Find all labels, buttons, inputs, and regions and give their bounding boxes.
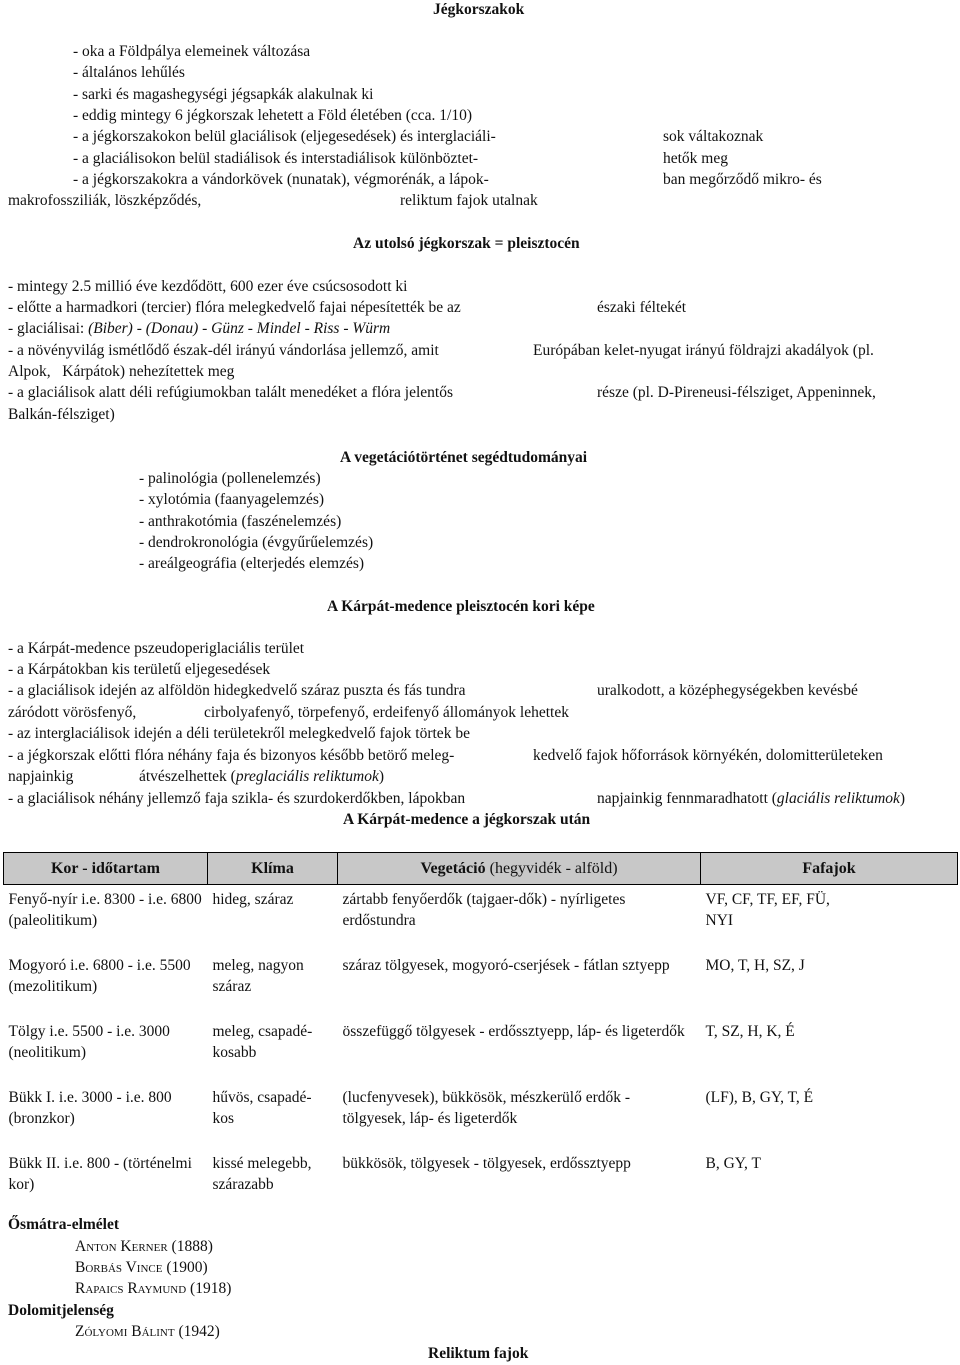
pleistocene-line-fragment: Európában kelet-nyugat irányú földrajzi akadályok (pl. (533, 342, 874, 359)
carpathian-line: záródott vörösfenyő, (8, 704, 137, 721)
vegetation-cell: (lucfenyvesek), bükkösök, mészkerülő erdők - tölgyesek, láp- és ligeterdők (342, 1089, 631, 1127)
text-fragment: ) (378, 768, 385, 785)
relict-species-heading: Reliktum fajok (428, 1345, 529, 1362)
author-line: Borbás Vince (1900) (75, 1259, 208, 1276)
table-row (4, 1017, 958, 1083)
carpathian-line-fragment (597, 789, 905, 809)
intro-line: makrofossziliák, löszképződés, (8, 192, 202, 209)
period-cell: Mogyoró i.e. 6800 - i.e. 5500 (mezolitikum) (8, 957, 191, 995)
column-header-tree-species: Fafajok (701, 853, 958, 885)
post-ice-age-heading: A Kárpát-medence a jégkorszak után (343, 811, 591, 828)
pleistocene-line: - a glaciálisok alatt déli refúgiumokban talált menedéket a flóra jelentős (8, 384, 454, 401)
text-fragment: átvészelhettek ( (139, 768, 236, 785)
carpathian-line: napjainkig (8, 768, 74, 785)
carpathian-line-fragment (139, 767, 384, 787)
column-header-climate: Klíma (208, 853, 338, 885)
table-header-row (4, 853, 958, 885)
column-header-vegetation (338, 853, 701, 885)
climate-cell: hűvös, csapadé-kos (212, 1089, 312, 1127)
carpathian-line: - a jégkorszak előtti flóra néhány faja és bizonyos később betörő meleg- (8, 747, 455, 764)
pleistocene-line: Alpok, Kárpátok) nehezítettek meg (8, 363, 235, 380)
tree-species-cell: VF, CF, TF, EF, FÜ, NYI (705, 891, 830, 929)
intro-line: - a jégkorszakokon belül glaciálisok (eljegesedések) és interglaciáli- (73, 128, 496, 145)
table-row (4, 1083, 958, 1149)
climate-cell: meleg, nagyon száraz (212, 957, 304, 995)
climate-cell: hideg, száraz (212, 891, 294, 908)
carpathian-line-fragment: kedvelő fajok hőforrások környékén, dolomitterületeken (533, 747, 883, 764)
pleistocene-line: - előtte a harmadkori (tercier) flóra melegkedvelő fajai népesítették be az (8, 299, 461, 316)
osmatra-heading: Ősmátra-elmélet (8, 1216, 120, 1233)
glacials-label: - glaciálisai: (8, 320, 85, 337)
science-item: - anthrakotómia (faszénelemzés) (139, 513, 342, 530)
text-fragment: napjainkig fennmaradhatott ( (597, 790, 777, 807)
carpathian-line: - a Kárpátokban kis területű eljegesedések (8, 661, 271, 678)
intro-right-fragment: ban megőrződő mikro- és (663, 171, 822, 188)
carpathian-line: - a glaciálisok idején az alföldön hidegkedvelő száraz puszta és fás tundra (8, 682, 466, 699)
vegetation-cell: bükkösök, tölgyesek - tölgyesek, erdőssztyepp (342, 1155, 631, 1172)
period-cell: Fenyő-nyír i.e. 8300 - i.e. 6800 (paleolitikum) (8, 891, 202, 929)
vegetation-history-heading: A vegetációtörténet segédtudományai (340, 449, 588, 466)
column-header-period: Kor - időtartam (4, 853, 208, 885)
intro-right-fragment: hetők meg (663, 150, 728, 167)
dolomite-heading: Dolomitjelenség (8, 1302, 114, 1319)
period-table (3, 852, 958, 1207)
page-title: Jégkorszakok (433, 1, 525, 18)
tree-species-cell: T, SZ, H, K, É (705, 1023, 795, 1040)
pleistocene-line: Balkán-félsziget) (8, 406, 115, 423)
carpathian-line: - a Kárpát-medence pszeudoperiglaciális terület (8, 640, 305, 657)
pleistocene-line-fragment: része (pl. D-Pireneusi-félsziget, Appeninnek, (597, 384, 876, 401)
vegetation-header-sub: (hegyvidék - alföld) (485, 859, 618, 877)
climate-cell: kissé melegebb, szárazabb (212, 1155, 312, 1193)
vegetation-cell: zártabb fenyőerdők (tajgaer-dők) - nyírligetes erdőstundra (342, 891, 626, 929)
author-line: Zólyomi Bálint (1942) (75, 1323, 220, 1340)
pleistocene-line: - mintegy 2.5 millió éve kezdődött, 600 ezer éve csúcsosodott ki (8, 278, 408, 295)
table-row (4, 885, 958, 952)
text-fragment: ) (899, 790, 906, 807)
carpathian-line-fragment: cirbolyafenyő, törpefenyő, erdeifenyő állományok lehettek (204, 704, 569, 721)
science-item: - xylotómia (faanyagelemzés) (139, 491, 325, 508)
pleistocene-line (8, 319, 390, 339)
carpathian-line-fragment: uralkodott, a középhegységekben kevésbé (597, 682, 858, 699)
vegetation-header-label: Vegetáció (420, 859, 486, 877)
carpathian-line: - az interglaciálisok idején a déli területekről melegkedvelő fajok törtek be (8, 725, 470, 742)
intro-line: - eddig mintegy 6 jégkorszak lehetett a Föld életében (cca. 1/10) (73, 107, 472, 124)
period-cell: Bükk I. i.e. 3000 - i.e. 800 (bronzkor) (8, 1089, 172, 1127)
preglacial-relict-term: preglaciális reliktumok (235, 768, 379, 785)
glacial-relict-term: glaciális reliktumok (776, 790, 900, 807)
table-row (4, 1149, 958, 1207)
science-item: - dendrokronológia (évgyűrűelemzés) (139, 534, 374, 551)
intro-line: - a glaciálisokon belül stadiálisok és interstadiálisok különböztet- (73, 150, 479, 167)
vegetation-cell: száraz tölgyesek, mogyoró-cserjések - fátlan sztyepp (342, 957, 670, 974)
tree-species-cell: (LF), B, GY, T, É (705, 1089, 814, 1106)
table-row (4, 951, 958, 1017)
carpathian-pleistocene-heading: A Kárpát-medence pleisztocén kori képe (327, 598, 595, 615)
tree-species-cell: MO, T, H, SZ, J (705, 957, 805, 974)
tree-species-cell: B, GY, T (705, 1155, 761, 1172)
intro-line: - oka a Földpálya elemeinek változása (73, 43, 311, 60)
period-cell: Tölgy i.e. 5500 - i.e. 3000 (neolitikum) (8, 1023, 170, 1061)
intro-line: - sarki és magashegységi jégsapkák alakulnak ki (73, 86, 374, 103)
period-cell: Bükk II. i.e. 800 - (történelmi kor) (8, 1155, 192, 1193)
pleistocene-line: - a növényvilág ismétlődő észak-dél irányú vándorlása jellemző, amit (8, 342, 439, 359)
pleistocene-line-fragment: északi féltekét (597, 299, 687, 316)
intro-line: - a jégkorszakokra a vándorkövek (nunatak), végmorénák, a lápok- (73, 171, 489, 188)
intro-line: - általános lehűlés (73, 64, 185, 81)
carpathian-line: - a glaciálisok néhány jellemző faja szikla- és szurdokerdőkben, lápokban (8, 790, 466, 807)
intro-reliktum-fragment: reliktum fajok utalnak (400, 192, 538, 209)
intro-right-fragment: sok váltakoznak (663, 128, 764, 145)
author-line: Rapaics Raymund (1918) (75, 1280, 232, 1297)
glacials-list: (Biber) - (Donau) - Günz - Mindel - Riss - Würm (88, 320, 391, 337)
climate-cell: meleg, csapadé-kosabb (212, 1023, 313, 1061)
science-item: - palinológia (pollenelemzés) (139, 470, 321, 487)
author-line: Anton Kerner (1888) (75, 1238, 213, 1255)
vegetation-cell: összefüggő tölgyesek - erdőssztyepp, láp- és ligeterdők (342, 1023, 685, 1040)
pleistocene-heading: Az utolsó jégkorszak = pleisztocén (353, 235, 580, 252)
science-item: - areálgeográfia (elterjedés elemzés) (139, 555, 365, 572)
